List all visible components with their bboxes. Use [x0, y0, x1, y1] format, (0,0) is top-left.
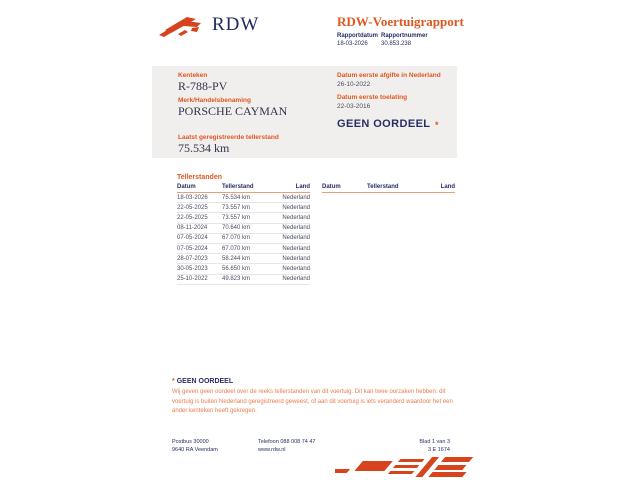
report-number-label: Rapportnummer: [381, 33, 428, 39]
table-row: [177, 213, 310, 223]
footer-address-line1: Postbus 30000: [172, 439, 209, 445]
cell-datum: 07-05-2024: [177, 245, 208, 252]
cell-datum: 18-03-2026: [177, 194, 208, 201]
vehicle-summary-box: [152, 66, 457, 158]
eerste-afgifte-label: Datum eerste afgifte in Nederland: [337, 72, 441, 79]
table-row: [177, 224, 310, 234]
oordeel-footnote: [172, 378, 464, 417]
header-tellerstand: Tellerstand: [222, 184, 254, 190]
table-row: [177, 264, 310, 274]
cell-tellerstand: 70.640 km: [222, 225, 251, 232]
cell-land: Nederland: [282, 245, 310, 252]
cell-datum: 22-05-2025: [177, 204, 208, 211]
footer-website: www.rdw.nl: [258, 447, 286, 453]
cell-land: Nederland: [282, 265, 310, 272]
cell-tellerstand: 49.823 km: [222, 276, 251, 283]
table-row: [177, 254, 310, 264]
merk-label: Merk/Handelsbenaming: [178, 97, 251, 104]
cell-datum: 25-10-2022: [177, 276, 208, 283]
table-row: [177, 193, 310, 203]
table-title: Tellerstanden: [177, 174, 222, 181]
tellerstand-table-left: [177, 184, 310, 285]
header-tellerstand: Tellerstand: [367, 184, 399, 190]
cell-land: Nederland: [282, 214, 310, 221]
eerste-toelating-value: 22-03-2016: [337, 103, 371, 110]
footer-contact: [258, 438, 316, 454]
footnote-title: GEEN OORDEEL: [176, 378, 234, 385]
report-number-value: 30.853.238: [381, 41, 412, 47]
header-datum: Datum: [322, 184, 341, 190]
footer-address-line2: 9640 RA Veendam: [172, 447, 218, 453]
cell-land: Nederland: [282, 225, 310, 232]
report-number-block: [381, 33, 428, 47]
table-row: [177, 234, 310, 244]
footer-phone: Telefoon 088 008 74 47: [258, 439, 316, 445]
cell-land: Nederland: [282, 204, 310, 211]
laatste-tellerstand-value: 75.534 km: [178, 141, 230, 155]
oordeel-status: GEEN OORDEEL: [337, 118, 431, 130]
cell-tellerstand: 58.244 km: [222, 255, 251, 262]
cell-datum: 28-07-2023: [177, 255, 208, 262]
cell-datum: 07-05-2024: [177, 235, 208, 242]
cell-tellerstand: 73.557 km: [222, 204, 251, 211]
laatste-tellerstand-label: Laatst geregistreerde tellerstand: [178, 134, 279, 141]
rdw-logo: [158, 14, 259, 40]
footer-form-code: 3 E 1674: [427, 447, 450, 453]
kenteken-label: Kenteken: [178, 72, 208, 79]
footnote-asterisk: *: [172, 378, 175, 385]
report-date-value: 18-03-2026: [337, 41, 368, 47]
cell-tellerstand: 75.534 km: [222, 194, 251, 201]
footer-address: [172, 438, 218, 454]
kenteken-value: R-788-PV: [178, 79, 228, 93]
cell-land: Nederland: [282, 276, 310, 283]
rdw-logo-text: RDW: [212, 14, 260, 35]
page-title: RDW-Voertuigrapport: [337, 14, 464, 29]
oordeel-asterisk: *: [435, 120, 439, 130]
stripes-icon: [335, 456, 490, 478]
table-row: [177, 275, 310, 285]
table-header-row: [322, 184, 455, 193]
eerste-toelating-label: Datum eerste toelating: [337, 94, 408, 101]
header-land: Land: [440, 184, 455, 190]
header-land: Land: [295, 184, 310, 190]
merk-value: PORSCHE CAYMAN: [178, 104, 288, 118]
cell-tellerstand: 67.070 km: [222, 235, 251, 242]
table-header-row: [177, 184, 310, 193]
footnote-title-row: [172, 378, 464, 385]
table-row: [177, 203, 310, 213]
footer-page-number: Blad 1 van 3: [419, 439, 450, 445]
cell-datum: 30-05-2023: [177, 265, 208, 272]
cell-land: Nederland: [282, 235, 310, 242]
rdw-swoosh-icon: [158, 14, 206, 40]
cell-tellerstand: 67.070 km: [222, 245, 251, 252]
footer-paging: [390, 438, 450, 454]
eerste-afgifte-value: 26-10-2022: [337, 81, 371, 88]
cell-datum: 08-11-2024: [177, 225, 208, 232]
report-date-block: [337, 33, 378, 47]
tellerstand-table-right: [322, 184, 455, 193]
report-date-label: Rapportdatum: [337, 33, 378, 39]
cell-tellerstand: 56.650 km: [222, 265, 251, 272]
cell-land: Nederland: [282, 255, 310, 262]
table-row: [177, 244, 310, 254]
cell-tellerstand: 73.557 km: [222, 214, 251, 221]
cell-datum: 22-05-2025: [177, 214, 208, 221]
header-datum: Datum: [177, 184, 196, 190]
footnote-body: Wij geven geen oordeel over de reeks tellerstanden van dit voertuig. Dit kan twee oorzaken hebben: dit voertuig is buiten Nederland geregistreerd geweest, of aan dit voertuig is iets veranderd waardoor het een ander kenteken heeft gekregen.: [172, 389, 453, 414]
cell-land: Nederland: [282, 194, 310, 201]
